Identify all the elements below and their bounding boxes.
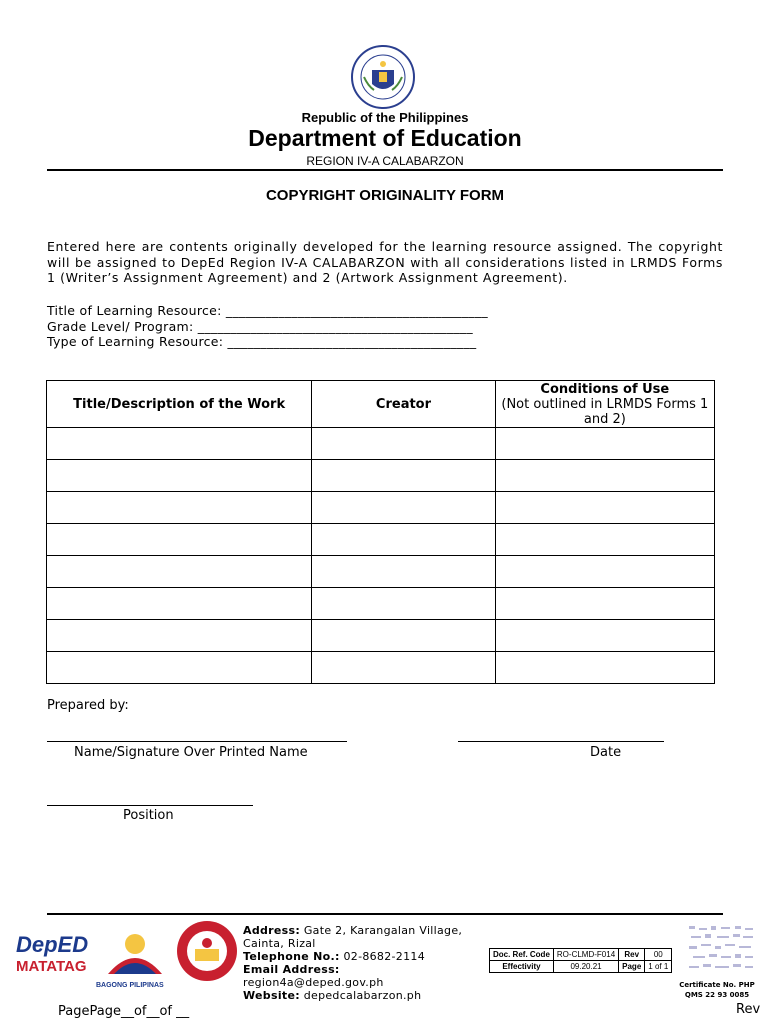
cell-conditions[interactable] — [495, 556, 714, 588]
page-footer: PagePage__of__of __ — [58, 1004, 190, 1019]
name-signature-line — [47, 741, 347, 742]
republic-heading: Republic of the Philippines — [301, 110, 469, 125]
table-row — [47, 620, 715, 652]
cell-creator[interactable] — [312, 652, 495, 684]
cell-creator[interactable] — [312, 492, 495, 524]
cell-creator[interactable] — [312, 428, 495, 460]
col-title-header: Title/Description of the Work — [47, 381, 312, 428]
cell-creator[interactable] — [312, 460, 495, 492]
table-row — [47, 524, 715, 556]
table-row — [47, 652, 715, 684]
date-label: Date — [590, 745, 622, 760]
cell-creator[interactable] — [312, 556, 495, 588]
address-label: Address: — [243, 924, 301, 937]
cell-conditions[interactable] — [495, 588, 714, 620]
table-row — [47, 556, 715, 588]
cell-title[interactable] — [47, 492, 312, 524]
cell-conditions[interactable] — [495, 524, 714, 556]
cell-conditions[interactable] — [495, 492, 714, 524]
doc-page-value: 1 of 1 — [645, 961, 672, 973]
prepared-by-label: Prepared by: — [47, 698, 129, 713]
cell-title[interactable] — [47, 428, 312, 460]
cell-title[interactable] — [47, 556, 312, 588]
date-line — [458, 741, 664, 742]
doc-rev-label: Rev — [619, 949, 645, 961]
intro-paragraph: Entered here are contents originally developed for the learning resource assigned. The copyright will be assigned to DepEd Region IV-A CALABARZON with all considerations listed in LRMDS Forms 1 (Writer’s Assignment Agreement) and 2 (Artwork Assignment Agreement). — [47, 239, 723, 285]
email-value: region4a@deped.gov.ph — [243, 976, 384, 989]
col-creator-header: Creator — [312, 381, 495, 428]
position-label: Position — [123, 808, 174, 823]
footer-divider — [47, 913, 723, 915]
cell-conditions[interactable] — [495, 428, 714, 460]
table-row — [47, 428, 715, 460]
cell-creator[interactable] — [312, 620, 495, 652]
doc-eff-label: Effectivity — [490, 961, 554, 973]
form-title: COPYRIGHT ORIGINALITY FORM — [265, 187, 505, 204]
doc-code-label: Doc. Ref. Code — [490, 949, 554, 961]
email-label: Email Address: — [243, 963, 340, 976]
table-row — [47, 460, 715, 492]
col-conditions-header — [495, 381, 714, 428]
deped-logo-text: DepED — [16, 932, 89, 957]
doc-rev-value: 00 — [645, 949, 672, 961]
phone-value: 02-8682-2114 — [343, 950, 425, 963]
cell-creator[interactable] — [312, 524, 495, 556]
conditions-title: Conditions of Use — [540, 381, 670, 397]
type-field: Type of Learning Resource: ______________________________________ — [47, 334, 477, 349]
bagong-pilipinas-icon — [100, 922, 170, 984]
header-divider — [47, 169, 723, 171]
cell-creator[interactable] — [312, 588, 495, 620]
doc-page-label: Page — [619, 961, 645, 973]
region-seal-icon — [175, 919, 239, 983]
address-value-2: Cainta, Rizal — [243, 937, 316, 950]
cell-conditions[interactable] — [495, 460, 714, 492]
address-value: Gate 2, Karangalan Village, — [303, 924, 463, 937]
website-label: Website: — [243, 989, 300, 1002]
department-heading: Department of Education — [248, 125, 522, 151]
matatag-logo-text: MATATAG — [16, 958, 87, 975]
table-row — [47, 492, 715, 524]
cell-title[interactable] — [47, 524, 312, 556]
footer-contact-block — [243, 924, 462, 1002]
table-header-row — [47, 381, 715, 428]
deped-seal-logo — [350, 44, 416, 110]
doc-eff-value: 09.20.21 — [553, 961, 618, 973]
deped-matatag-logo — [16, 932, 96, 992]
cell-conditions[interactable] — [495, 620, 714, 652]
grade-field: Grade Level/ Program: __________________________________________ — [47, 319, 473, 334]
cell-title[interactable] — [47, 588, 312, 620]
cell-conditions[interactable] — [495, 652, 714, 684]
rev-corner-label: Rev — [736, 1002, 761, 1017]
bagong-pilipinas-label: BAGONG PILIPINAS — [96, 982, 164, 989]
name-signature-label: Name/Signature Over Printed Name — [74, 745, 308, 760]
doc-ref-table — [489, 948, 672, 973]
website-value: depedcalabarzon.ph — [303, 989, 422, 1002]
cell-title[interactable] — [47, 460, 312, 492]
table-row — [47, 588, 715, 620]
conditions-subtitle: (Not outlined in LRMDS Forms 1 and 2) — [501, 396, 709, 427]
doc-code-value: RO-CLMD-F014 — [553, 949, 618, 961]
title-field: Title of Learning Resource: ________________________________________ — [47, 303, 488, 318]
certificate-number: Certificate No. PHP QMS 22 93 0085 — [679, 981, 755, 999]
cell-title[interactable] — [47, 620, 312, 652]
certification-mark-icon — [687, 924, 757, 979]
phone-label: Telephone No.: — [243, 950, 340, 963]
works-table — [46, 380, 715, 684]
cell-title[interactable] — [47, 652, 312, 684]
position-line — [47, 805, 253, 806]
region-heading: REGION IV-A CALABARZON — [306, 154, 464, 168]
